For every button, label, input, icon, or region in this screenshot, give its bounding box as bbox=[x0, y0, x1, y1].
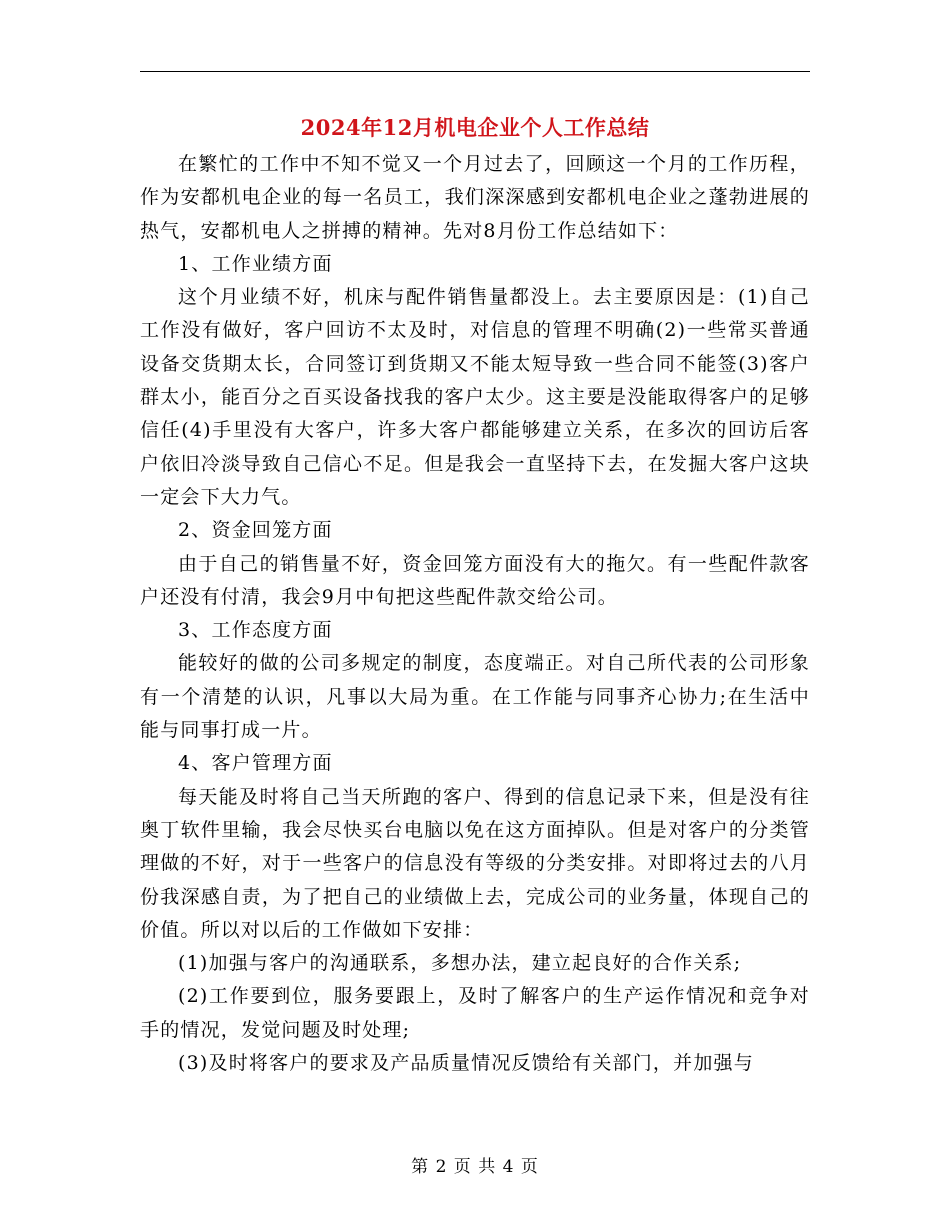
page-footer bbox=[0, 1152, 950, 1177]
plan-item-3: (3)及时将客户的要求及产品质量情况反馈给有关部门，并加强与 bbox=[178, 1052, 754, 1075]
attitude-paragraph: 能较好的做的公司多规定的制度，态度端正。对自己所代表的公司形象有一个清楚的认识，凡事以大局为重。在工作能与同事齐心协力;在生活中能与同事打成一片。 bbox=[140, 652, 810, 742]
section-heading-customer: 4、客户管理方面 bbox=[178, 752, 333, 775]
document-body bbox=[140, 148, 810, 1080]
page-number: 第 2 页 共 4 页 bbox=[411, 1157, 539, 1177]
section-heading-funds: 2、资金回笼方面 bbox=[178, 519, 333, 542]
section-heading-performance: 1、工作业绩方面 bbox=[178, 252, 333, 275]
performance-paragraph: 这个月业绩不好，机床与配件销售量都没上。去主要原因是：(1)自己工作没有做好，客户回访不太及时，对信息的管理不明确(2)一些常买普通设备交货期太长，合同签订到货期又不能太短导致一些合同不能签(3)客户群太小，能百分之百买设备找我的客户太少。这主要是没能取得客户的足够信任(4)手里没有大客户，许多大客户都能够建立关系，在多次的回访后客户依旧冷淡导致自己信心不足。但是我会一直坚持下去，在发掘大客户这块一定会下大力气。 bbox=[140, 286, 810, 508]
section-heading-attitude: 3、工作态度方面 bbox=[178, 619, 333, 642]
customer-paragraph: 每天能及时将自己当天所跑的客户、得到的信息记录下来，但是没有往奥丁软件里输，我会尽快买台电脑以免在这方面掉队。但是对客户的分类管理做的不好，对于一些客户的信息没有等级的分类安排。对即将过去的八月份我深感自责，为了把自己的业绩做上去，完成公司的业务量，体现自己的价值。所以对以后的工作做如下安排： bbox=[140, 785, 810, 941]
document-title: 2024年12月机电企业个人工作总结 bbox=[300, 115, 650, 140]
header-rule bbox=[140, 71, 810, 72]
plan-item-1: (1)加强与客户的沟通联系，多想办法，建立起良好的合作关系; bbox=[178, 952, 742, 975]
intro-paragraph: 在繁忙的工作中不知不觉又一个月过去了，回顾这一个月的工作历程，作为安都机电企业的每一名员工，我们深深感到安都机电企业之蓬勃进展的热气，安都机电人之拼搏的精神。先对8月份工作总结如下： bbox=[140, 153, 810, 242]
funds-paragraph: 由于自己的销售量不好，资金回笼方面没有大的拖欠。有一些配件款客户还没有付清，我会9月中旬把这些配件款交给公司。 bbox=[140, 552, 810, 608]
plan-item-2: (2)工作要到位，服务要跟上，及时了解客户的生产运作情况和竞争对手的情况，发觉问题及时处理; bbox=[140, 985, 810, 1041]
